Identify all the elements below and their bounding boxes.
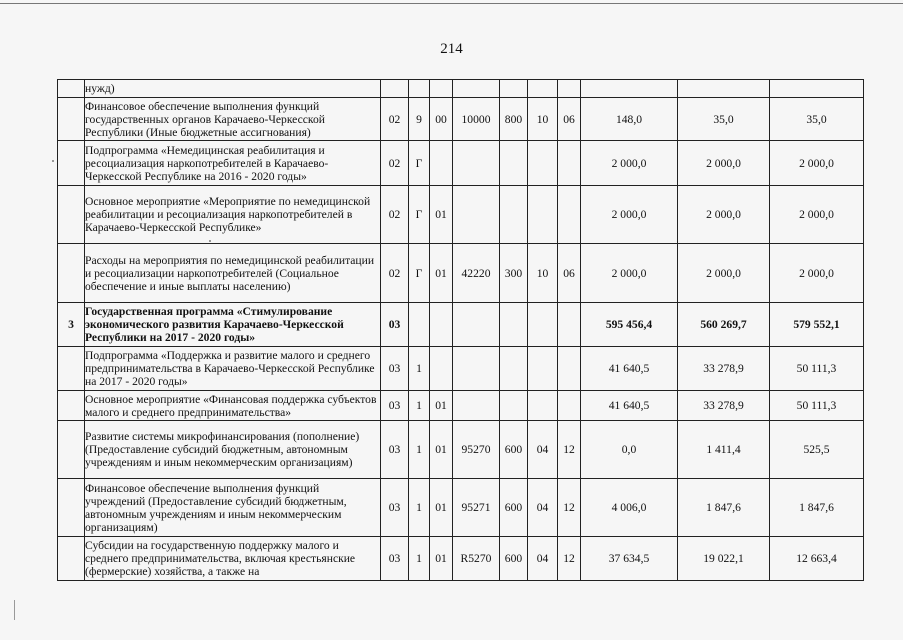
subprogram-code-cell: Г [409, 186, 430, 244]
item-name-cell: Основное мероприятие «Мероприятие по немедицинской реабилитации и ресоциализация наркопотребителей в Карачаево-Черкесской Республике» [85, 186, 381, 244]
table-row [58, 479, 864, 537]
program-code-cell: 03 [381, 537, 409, 581]
table-row [58, 244, 864, 303]
item-name-cell: Государственная программа «Стимулирование экономического развития Карачаево-Черкесской Республики на 2017 - 2020 годы» [85, 303, 381, 347]
program-code-cell: 03 [381, 421, 409, 479]
subprogram-code-cell [409, 303, 430, 347]
main-event-code-cell [430, 141, 453, 186]
expense-type-cell [500, 141, 528, 186]
row-number-cell [58, 244, 85, 303]
row-number-cell [58, 186, 85, 244]
main-event-code-cell: 01 [430, 391, 453, 421]
expense-type-cell [500, 186, 528, 244]
program-code-cell: 02 [381, 141, 409, 186]
table-row [58, 98, 864, 141]
subprogram-code-cell: 1 [409, 347, 430, 391]
subsection-cell [558, 391, 581, 421]
expense-type-cell [500, 80, 528, 98]
expense-type-cell: 600 [500, 537, 528, 581]
subsection-cell [558, 80, 581, 98]
section-cell [528, 391, 558, 421]
scan-speck [52, 160, 54, 162]
table-row [58, 80, 864, 98]
subprogram-code-cell: 1 [409, 421, 430, 479]
row-number-cell [58, 421, 85, 479]
subprogram-code-cell [409, 80, 430, 98]
table-row [58, 141, 864, 186]
subsection-cell: 12 [558, 479, 581, 537]
row-number-cell [58, 141, 85, 186]
section-cell: 10 [528, 98, 558, 141]
direction-code-cell [453, 141, 500, 186]
expense-type-cell: 800 [500, 98, 528, 141]
subprogram-code-cell: Г [409, 141, 430, 186]
amount-col3-cell [770, 80, 864, 98]
section-cell: 04 [528, 537, 558, 581]
subprogram-code-cell: 1 [409, 391, 430, 421]
table-row [58, 347, 864, 391]
item-name-cell: Подпрограмма «Немедицинская реабилитация и ресоциализация наркопотребителей в Карачаево-Черкесской Республике на 2016 - 2020 годы» [85, 141, 381, 186]
subsection-cell: 12 [558, 421, 581, 479]
row-number-cell [58, 347, 85, 391]
program-code-cell: 02 [381, 244, 409, 303]
program-code-cell: 03 [381, 347, 409, 391]
amount-col2-cell: 19 022,1 [678, 537, 770, 581]
direction-code-cell: R5270 [453, 537, 500, 581]
main-event-code-cell: 01 [430, 244, 453, 303]
direction-code-cell [453, 186, 500, 244]
amount-col1-cell: 2 000,0 [581, 186, 678, 244]
direction-code-cell: 95270 [453, 421, 500, 479]
row-number-cell [58, 80, 85, 98]
scan-speck [14, 600, 15, 620]
amount-col3-cell: 2 000,0 [770, 244, 864, 303]
row-number-cell [58, 98, 85, 141]
table-row [58, 391, 864, 421]
section-cell [528, 141, 558, 186]
item-name-cell: Финансовое обеспечение выполнения функций учреждений (Предоставление субсидий бюджетным, автономным учреждениям и иным некоммерческим организациям) [85, 479, 381, 537]
subsection-cell [558, 141, 581, 186]
main-event-code-cell [430, 347, 453, 391]
amount-col2-cell: 2 000,0 [678, 244, 770, 303]
amount-col3-cell: 2 000,0 [770, 141, 864, 186]
item-name-cell: нужд) [85, 80, 381, 98]
subsection-cell [558, 347, 581, 391]
direction-code-cell [453, 80, 500, 98]
amount-col2-cell: 33 278,9 [678, 347, 770, 391]
amount-col2-cell: 2 000,0 [678, 186, 770, 244]
amount-col3-cell: 525,5 [770, 421, 864, 479]
amount-col1-cell: 0,0 [581, 421, 678, 479]
amount-col3-cell: 579 552,1 [770, 303, 864, 347]
scan-speck [209, 240, 211, 242]
amount-col3-cell: 12 663,4 [770, 537, 864, 581]
page-number: 214 [440, 41, 463, 57]
direction-code-cell [453, 391, 500, 421]
subsection-cell [558, 303, 581, 347]
main-event-code-cell: 00 [430, 98, 453, 141]
amount-col3-cell: 1 847,6 [770, 479, 864, 537]
row-number-cell [58, 479, 85, 537]
direction-code-cell: 42220 [453, 244, 500, 303]
program-code-cell: 03 [381, 479, 409, 537]
expense-type-cell: 300 [500, 244, 528, 303]
program-code-cell: 02 [381, 98, 409, 141]
item-name-cell: Расходы на мероприятия по немедицинской реабилитации и ресоциализации наркопотребителей (Социальное обеспечение и иные выплаты населению) [85, 244, 381, 303]
amount-col1-cell: 4 006,0 [581, 479, 678, 537]
main-event-code-cell [430, 80, 453, 98]
amount-col1-cell: 148,0 [581, 98, 678, 141]
table-row [58, 537, 864, 581]
main-event-code-cell: 01 [430, 479, 453, 537]
expense-type-cell: 600 [500, 479, 528, 537]
expense-type-cell [500, 391, 528, 421]
section-cell: 10 [528, 244, 558, 303]
program-code-cell: 02 [381, 186, 409, 244]
subprogram-code-cell: Г [409, 244, 430, 303]
amount-col1-cell [581, 80, 678, 98]
amount-col1-cell: 41 640,5 [581, 347, 678, 391]
amount-col3-cell: 50 111,3 [770, 391, 864, 421]
amount-col3-cell: 2 000,0 [770, 186, 864, 244]
row-number-cell [58, 391, 85, 421]
amount-col1-cell: 595 456,4 [581, 303, 678, 347]
amount-col1-cell: 2 000,0 [581, 244, 678, 303]
amount-col2-cell: 35,0 [678, 98, 770, 141]
program-code-cell [381, 80, 409, 98]
table-row [58, 186, 864, 244]
budget-table [57, 79, 864, 581]
top-scan-rule [0, 3, 903, 4]
row-number-cell: 3 [58, 303, 85, 347]
main-event-code-cell: 01 [430, 186, 453, 244]
program-code-cell: 03 [381, 303, 409, 347]
item-name-cell: Финансовое обеспечение выполнения функций государственных органов Карачаево-Черкесской Республики (Иные бюджетные ассигнования) [85, 98, 381, 141]
section-cell [528, 347, 558, 391]
amount-col2-cell: 560 269,7 [678, 303, 770, 347]
section-cell: 04 [528, 479, 558, 537]
direction-code-cell: 95271 [453, 479, 500, 537]
main-event-code-cell [430, 303, 453, 347]
section-cell [528, 186, 558, 244]
amount-col1-cell: 37 634,5 [581, 537, 678, 581]
amount-col2-cell: 1 411,4 [678, 421, 770, 479]
program-code-cell: 03 [381, 391, 409, 421]
direction-code-cell [453, 347, 500, 391]
amount-col1-cell: 2 000,0 [581, 141, 678, 186]
expense-type-cell [500, 303, 528, 347]
amount-col2-cell [678, 80, 770, 98]
section-cell [528, 303, 558, 347]
amount-col2-cell: 1 847,6 [678, 479, 770, 537]
section-cell: 04 [528, 421, 558, 479]
subsection-cell: 12 [558, 537, 581, 581]
subsection-cell: 06 [558, 98, 581, 141]
main-event-code-cell: 01 [430, 421, 453, 479]
expense-type-cell [500, 347, 528, 391]
item-name-cell: Развитие системы микрофинансирования (пополнение) (Предоставление субсидий бюджетным, автономным учреждениям и иным некоммерческим организациям) [85, 421, 381, 479]
direction-code-cell [453, 303, 500, 347]
table-row [58, 421, 864, 479]
item-name-cell: Подпрограмма «Поддержка и развитие малого и среднего предпринимательства в Карачаево-Черкесской Республике на 2017 - 2020 годы» [85, 347, 381, 391]
subprogram-code-cell: 1 [409, 537, 430, 581]
main-event-code-cell: 01 [430, 537, 453, 581]
table-row [58, 303, 864, 347]
subprogram-code-cell: 9 [409, 98, 430, 141]
subsection-cell [558, 186, 581, 244]
amount-col2-cell: 33 278,9 [678, 391, 770, 421]
expense-type-cell: 600 [500, 421, 528, 479]
section-cell [528, 80, 558, 98]
item-name-cell: Субсидии на государственную поддержку малого и среднего предпринимательства, включая крестьянские (фермерские) хозяйства, а также на [85, 537, 381, 581]
item-name-cell: Основное мероприятие «Финансовая поддержка субъектов малого и среднего предпринимательства» [85, 391, 381, 421]
row-number-cell [58, 537, 85, 581]
amount-col3-cell: 50 111,3 [770, 347, 864, 391]
direction-code-cell: 10000 [453, 98, 500, 141]
amount-col1-cell: 41 640,5 [581, 391, 678, 421]
subprogram-code-cell: 1 [409, 479, 430, 537]
amount-col3-cell: 35,0 [770, 98, 864, 141]
subsection-cell: 06 [558, 244, 581, 303]
amount-col2-cell: 2 000,0 [678, 141, 770, 186]
